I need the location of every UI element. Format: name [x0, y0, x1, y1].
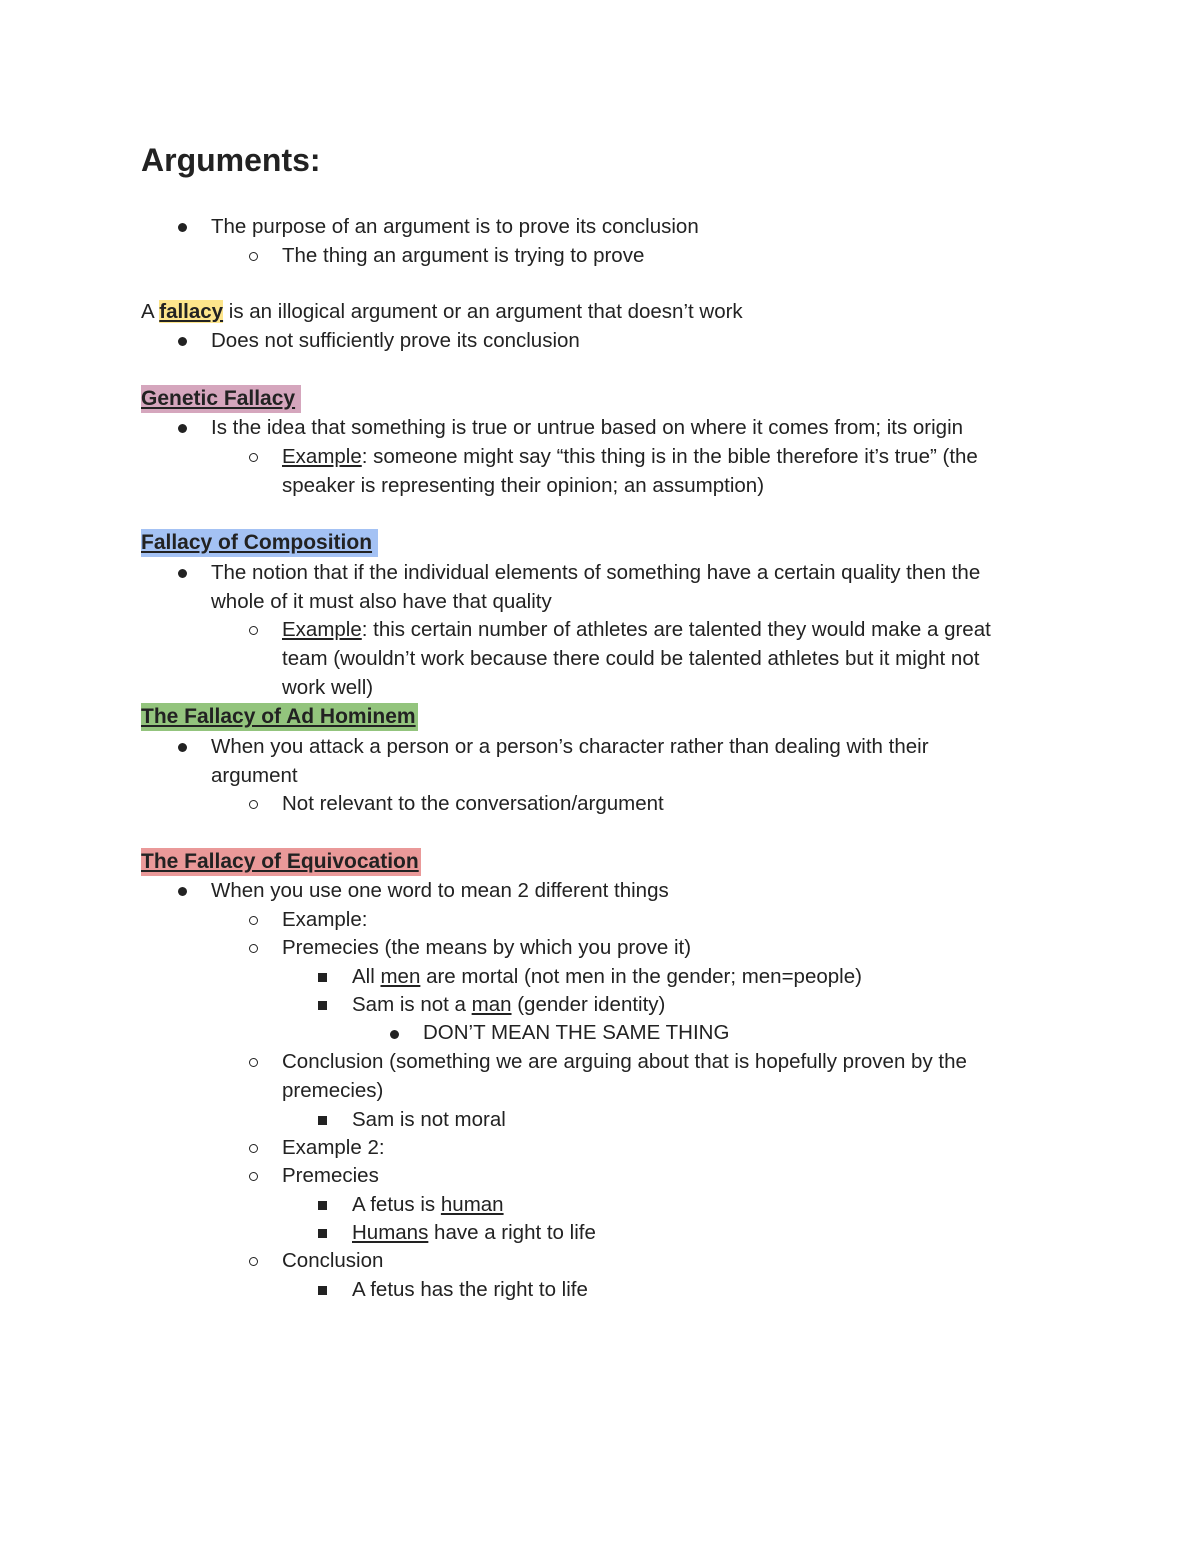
bullet-circle [249, 1172, 258, 1181]
intro-sub-bullet-1: The thing an argument is trying to prove [282, 244, 645, 267]
bullet-square [318, 973, 327, 982]
bullet-dot [178, 743, 187, 752]
example-2-premise-1-key: human [440, 1193, 504, 1216]
fallacy-term: fallacy [159, 300, 224, 323]
genetic-example-line-2: speaker is representing their opinion; an assumption) [282, 474, 765, 497]
conclusion-1: Sam is not moral [352, 1108, 506, 1131]
example-text: : this certain number of athletes are talented they would make a great [361, 618, 991, 641]
fallacy-definition [141, 298, 743, 326]
heading-fallacy-of-composition: Fallacy of Composition [141, 529, 378, 557]
fallacy-bullet-1: Does not sufficiently prove its conclusion [211, 329, 580, 352]
heading-equivocation: The Fallacy of Equivocation [141, 848, 421, 876]
premise-1-post: are mortal (not men in the gender; men=people) [420, 965, 862, 988]
equivocation-conclusion-2: Conclusion [282, 1249, 384, 1272]
bullet-circle [249, 1058, 258, 1067]
bullet-square [318, 1201, 327, 1210]
bullet-circle [249, 1144, 258, 1153]
premise-1-key: men [380, 965, 421, 988]
equivocation-conclusion-line-1: Conclusion (something we are arguing about that is hopefully proven by the [282, 1050, 967, 1073]
equivocation-example: Example: [282, 908, 368, 931]
page-title: Arguments: [141, 142, 321, 178]
example-2-premise-1-pre: A fetus is [352, 1193, 441, 1216]
equivocation-bullet-1: When you use one word to mean 2 different things [211, 879, 669, 902]
composition-bullet-1-line-1: The notion that if the individual elements of something have a certain quality then the [211, 561, 981, 584]
composition-bullet-1-line-2: whole of it must also have that quality [211, 590, 552, 613]
bullet-dot [178, 424, 187, 433]
equivocation-example-2: Example 2: [282, 1136, 385, 1159]
composition-example-line-1 [282, 616, 991, 644]
example-2-premise-2-post: have a right to life [428, 1221, 596, 1244]
premise-2-pre: Sam is not a [352, 993, 472, 1016]
bullet-dot [178, 569, 187, 578]
fallacy-post: is an illogical argument or an argument that doesn’t work [223, 300, 743, 323]
premise-2-note: DON’T MEAN THE SAME THING [423, 1021, 730, 1044]
example-text: : someone might say “this thing is in the bible therefore it’s true” (the [361, 445, 978, 468]
bullet-circle [249, 944, 258, 953]
premise-2 [352, 991, 665, 1019]
example-2-premise-1 [352, 1191, 504, 1219]
equivocation-premecies-2: Premecies [282, 1164, 379, 1187]
bullet-square [318, 1229, 327, 1238]
bullet-dot [178, 887, 187, 896]
equivocation-premecies: Premecies (the means by which you prove it) [282, 936, 692, 959]
bullet-circle [249, 252, 258, 261]
bullet-dot [178, 223, 187, 232]
bullet-dot [390, 1030, 399, 1039]
heading-ad-hominem: The Fallacy of Ad Hominem [141, 703, 418, 731]
composition-example-line-2: team (wouldn’t work because there could be talented athletes but it might not [282, 647, 980, 670]
equivocation-conclusion-line-2: premecies) [282, 1079, 384, 1102]
bullet-circle [249, 1257, 258, 1266]
genetic-bullet-1: Is the idea that something is true or untrue based on where it comes from; its origin [211, 416, 964, 439]
ad-hominem-sub-1: Not relevant to the conversation/argument [282, 792, 664, 815]
ad-hominem-bullet-1-line-1: When you attack a person or a person’s character rather than dealing with their [211, 735, 929, 758]
ad-hominem-bullet-1-line-2: argument [211, 764, 298, 787]
example-label: Example [282, 618, 362, 641]
fallacy-pre: A [141, 300, 160, 323]
example-2-conclusion-1: A fetus has the right to life [352, 1278, 588, 1301]
premise-2-post: (gender identity) [511, 993, 666, 1016]
composition-example-line-3: work well) [282, 676, 374, 699]
example-2-premise-2 [352, 1219, 596, 1247]
premise-2-key: man [471, 993, 512, 1016]
premise-1 [352, 963, 862, 991]
bullet-circle [249, 626, 258, 635]
bullet-dot [178, 337, 187, 346]
bullet-square [318, 1001, 327, 1010]
heading-genetic-fallacy: Genetic Fallacy [141, 385, 301, 413]
bullet-circle [249, 916, 258, 925]
bullet-square [318, 1286, 327, 1295]
example-label: Example [282, 445, 362, 468]
premise-1-pre: All [352, 965, 381, 988]
bullet-square [318, 1116, 327, 1125]
example-2-premise-2-key: Humans [352, 1221, 429, 1244]
bullet-circle [249, 800, 258, 809]
intro-bullet-1: The purpose of an argument is to prove its conclusion [211, 215, 699, 238]
bullet-circle [249, 453, 258, 462]
genetic-example-line-1 [282, 443, 978, 471]
